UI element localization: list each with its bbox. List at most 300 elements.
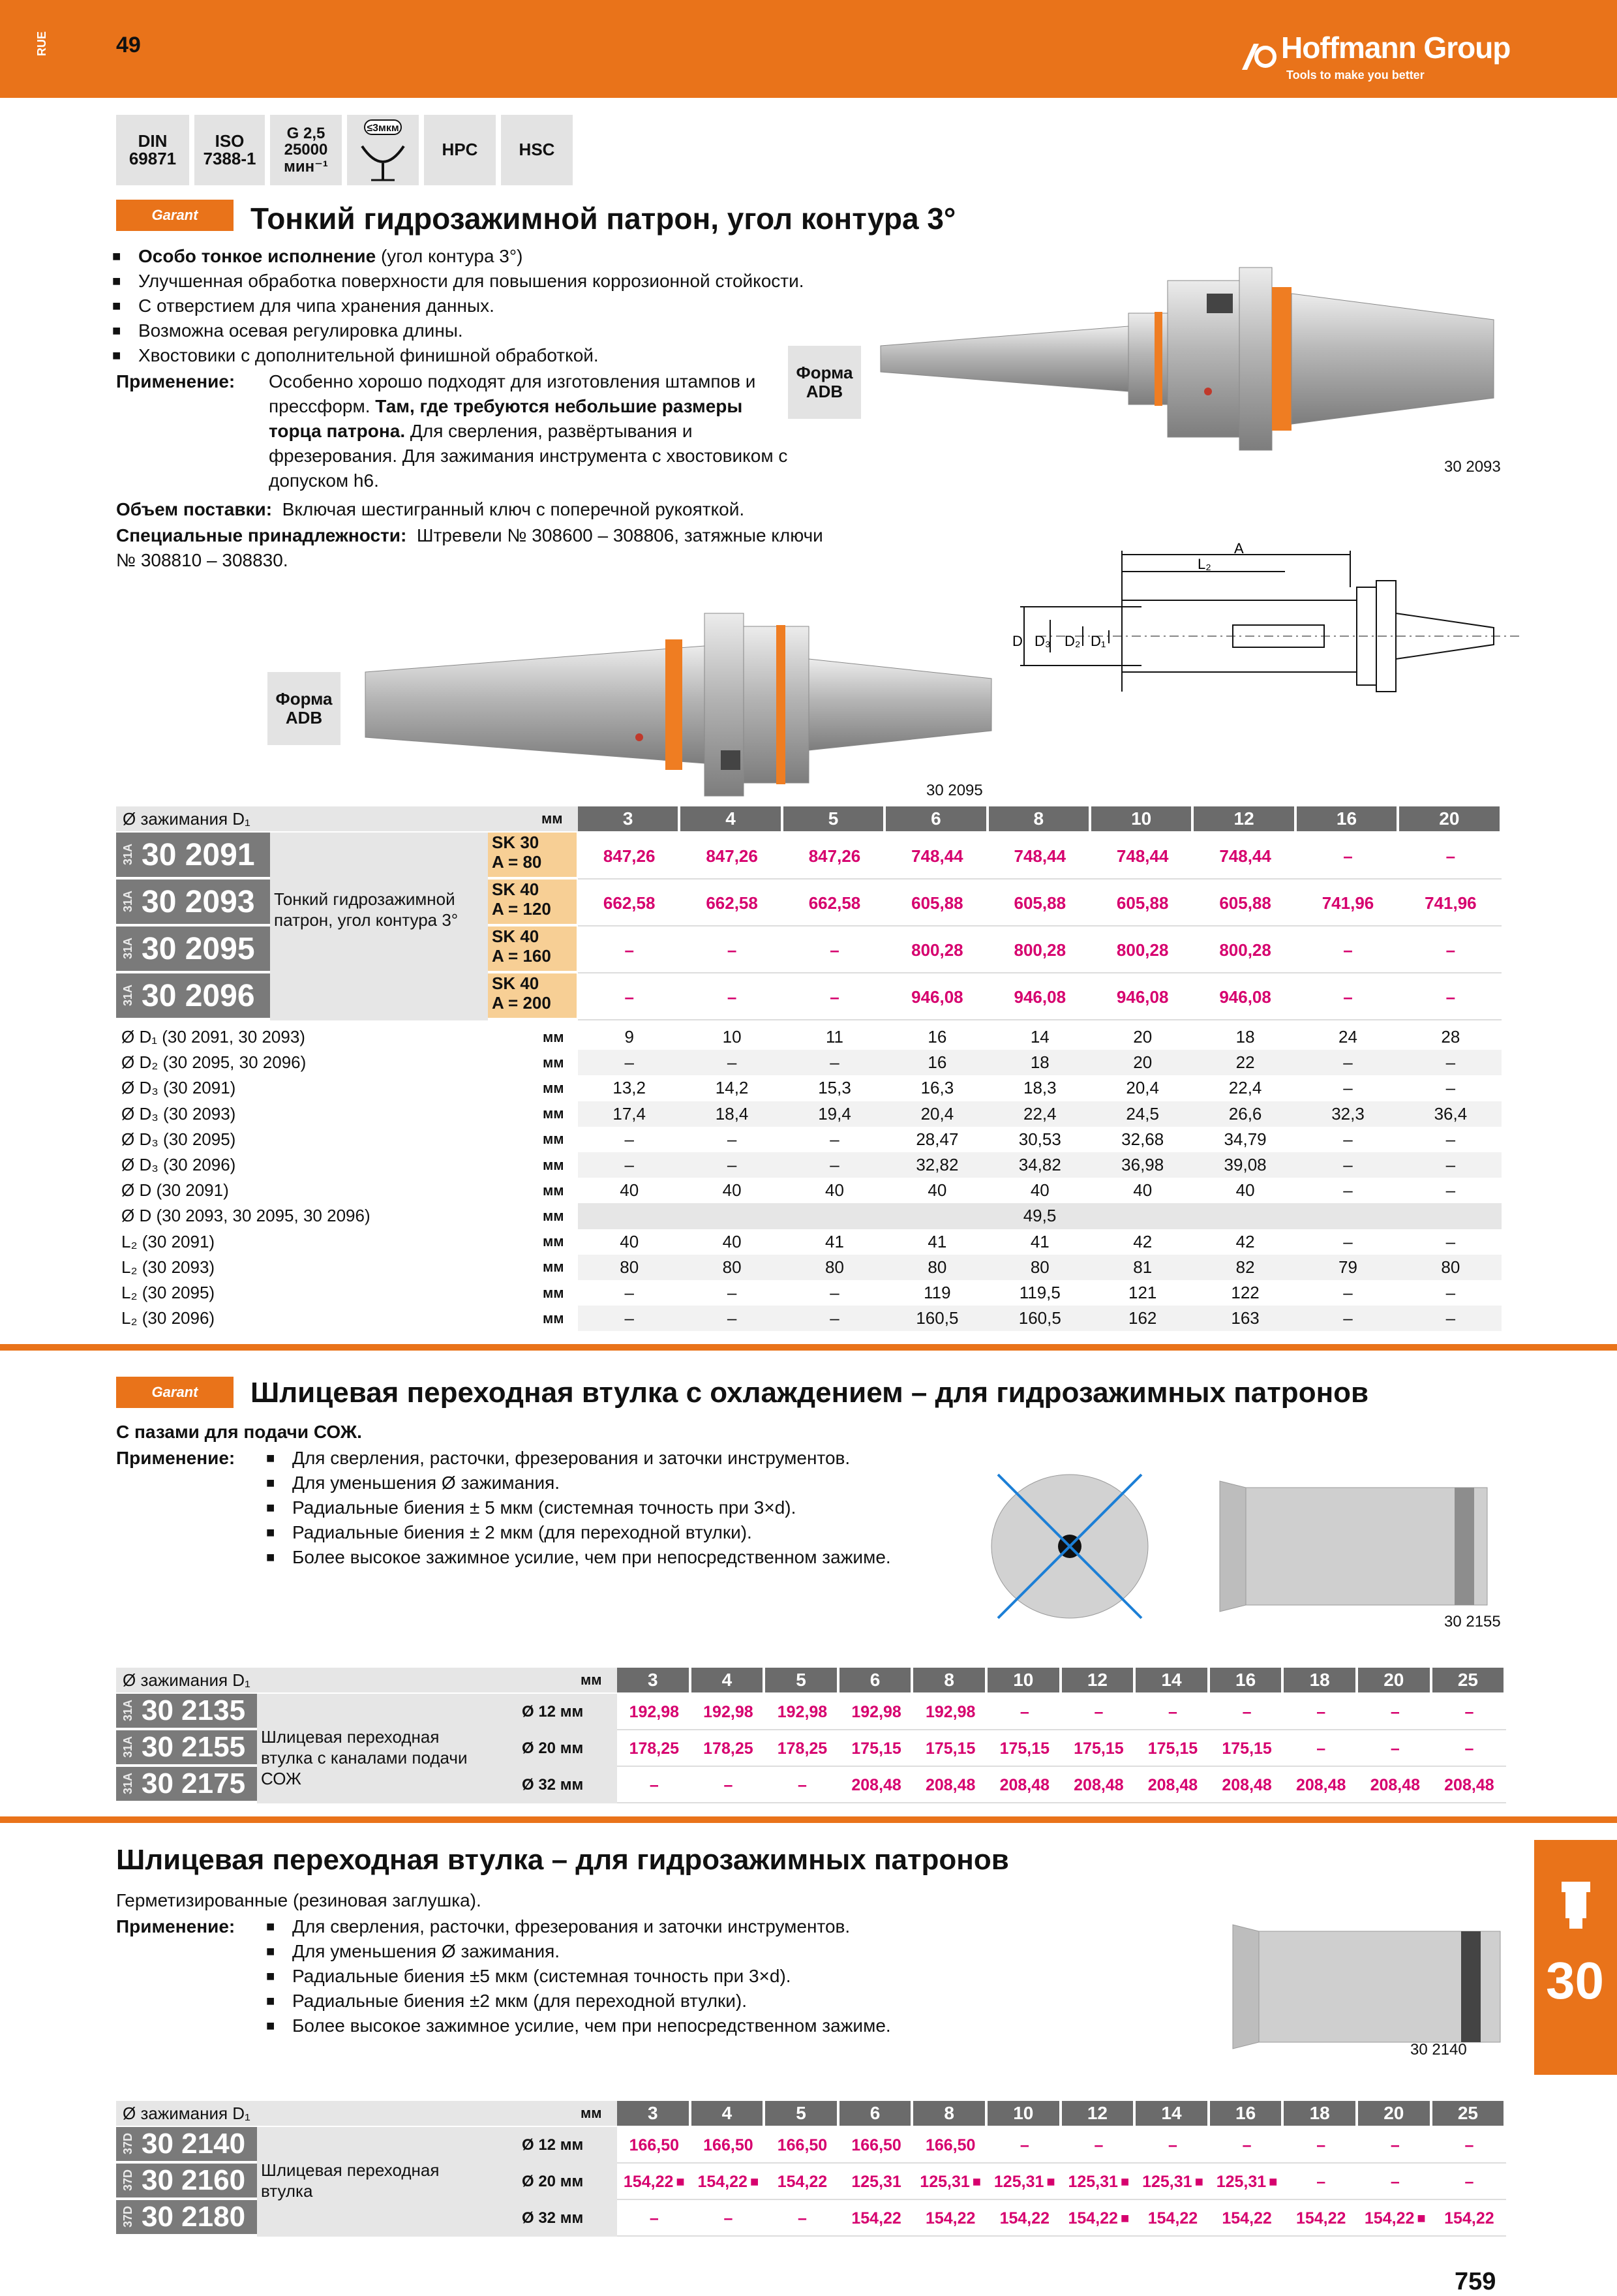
price-cell (1210, 2164, 1284, 2200)
price-value: 154,22 (999, 2209, 1050, 2227)
price-cell: 946,08 (1014, 987, 1066, 1007)
dimension-name: Ø D₂ (30 2095, 30 2096) (121, 1052, 307, 1073)
price-cell: – (1445, 940, 1456, 960)
dimension-unit: мм (543, 1156, 564, 1173)
price-cell: – (1343, 987, 1353, 1007)
price-cell (1062, 2200, 1136, 2237)
chuck-icon (1556, 1879, 1595, 1931)
dimension-value: 26,6 (1228, 1103, 1262, 1124)
price-cell: – (830, 987, 839, 1007)
price-cell: 662,58 (808, 893, 861, 913)
price-value: 208,48 (1222, 1775, 1272, 1794)
price-cell (617, 2200, 691, 2237)
sleeve-image-302140 (1226, 1912, 1513, 2062)
header-col: 18 (1284, 1668, 1355, 1692)
technical-drawing (1011, 542, 1533, 724)
dimension-value: 160,5 (1018, 1308, 1061, 1328)
price-value: – (1464, 2135, 1474, 2154)
price-value: 208,48 (1444, 1775, 1494, 1794)
dimension-name: Ø D₃ (30 2093) (121, 1103, 236, 1124)
price-cell (988, 1730, 1062, 1767)
price-value: 166,50 (851, 2135, 901, 2154)
price-cell: 741,96 (1322, 893, 1374, 913)
dimension-value: 122 (1231, 1283, 1260, 1303)
application-bullet: ■ Для сверления, расточки, фрезерования и заточки инструментов. (292, 1446, 850, 1471)
row-line (617, 1802, 1506, 1803)
dimension-value: – (1343, 1180, 1353, 1201)
header-label: Ø зажимания D₁ (116, 2101, 617, 2126)
section-divider (0, 1344, 1617, 1351)
price-value: 154,22 (697, 2172, 748, 2191)
article-code: 30 2160 (142, 2164, 246, 2196)
dimension-value: 22 (1235, 1052, 1255, 1073)
price-value: – (1094, 1702, 1104, 1721)
supply-row: Объем поставки: Включая шестигранный ключ с поперечной рукояткой. (116, 499, 745, 519)
dimension-value: 160,5 (916, 1308, 959, 1328)
forma-adb-badge: Форма ADB (267, 672, 340, 745)
price-value: 154,22 (925, 2209, 976, 2227)
price-cell: 748,44 (1014, 846, 1066, 866)
garant-logo: Garant (116, 1377, 234, 1408)
article-prefix: 31A (121, 1736, 134, 1758)
table-header-row (116, 806, 1617, 831)
price-cell: – (1445, 846, 1456, 866)
stock-marker-icon: ■ (972, 2173, 982, 2190)
article-number (116, 1730, 257, 1764)
dimension-value: – (1445, 1129, 1456, 1149)
dimension-value: 34,82 (1018, 1155, 1061, 1175)
article-number (116, 973, 270, 1018)
dimension-value: 42 (1235, 1231, 1255, 1251)
header-col: 6 (886, 806, 986, 831)
price-value: 125,31 (1068, 2172, 1118, 2191)
header-col: 5 (783, 806, 883, 831)
price-cell (1136, 1694, 1210, 1730)
price-cell (839, 1694, 914, 1730)
price-value: 208,48 (851, 1775, 901, 1794)
price-value: 154,22 (777, 2172, 828, 2191)
size-spec (488, 833, 577, 877)
feature-bullet: ■ Возможна осевая регулировка длины. (138, 318, 463, 343)
price-value: – (1390, 2172, 1400, 2191)
dimension-value: 20,4 (1126, 1078, 1159, 1098)
dimension-value: 80 (1441, 1257, 1460, 1277)
price-value: 125,31 (1216, 2172, 1267, 2191)
stock-marker-icon: ■ (1194, 2173, 1203, 2190)
dimension-unit: мм (543, 1131, 564, 1148)
header-col: 16 (1210, 2101, 1282, 2126)
article-prefix: 37D (121, 2206, 134, 2228)
dimension-value: – (1445, 1283, 1456, 1303)
price-cell: – (830, 940, 839, 960)
dimension-value: – (830, 1129, 839, 1149)
badge-balance: G 2,5 25000 мин⁻¹ (270, 115, 342, 185)
price-cell: – (727, 987, 737, 1007)
price-cell (691, 2127, 766, 2164)
price-cell (839, 2200, 914, 2237)
price-value: – (1020, 2135, 1029, 2154)
price-cell (839, 1767, 914, 1803)
price-value: – (1168, 1702, 1177, 1721)
price-cell (617, 2127, 691, 2164)
dimension-value: 10 (722, 1027, 742, 1047)
price-value: 125,31 (993, 2172, 1044, 2191)
price-cell (1210, 2127, 1284, 2164)
price-value: 125,31 (1142, 2172, 1192, 2191)
price-cell (839, 1730, 914, 1767)
size-spec: Ø 12 мм (522, 1703, 584, 1721)
price-cell (1136, 1730, 1210, 1767)
row-line (617, 2235, 1506, 2237)
price-cell (1432, 2164, 1507, 2200)
dimension-value: – (1343, 1078, 1353, 1098)
price-cell: 748,44 (1219, 846, 1271, 866)
dimension-value: 40 (825, 1180, 844, 1201)
svg-text:≤3мкм: ≤3мкм (367, 123, 399, 134)
price-cell (1284, 1694, 1358, 1730)
price-value: 175,15 (925, 1739, 976, 1758)
header-col: 12 (1062, 1668, 1134, 1692)
article-number (116, 833, 270, 877)
dimension-unit: мм (543, 1028, 564, 1045)
price-cell (1136, 2200, 1210, 2237)
header-col: 18 (1284, 2101, 1355, 2126)
price-cell: 946,08 (911, 987, 963, 1007)
price-cell: – (624, 987, 634, 1007)
feature-bullet: ■ Хвостовики с дополнительной финишной обработкой. (138, 343, 599, 368)
price-cell: 741,96 (1425, 893, 1477, 913)
price-value: 208,48 (1295, 1775, 1346, 1794)
article-number (116, 1767, 257, 1801)
price-value: – (1316, 2135, 1326, 2154)
taper-size: SK 40 (492, 926, 539, 946)
header-col: 3 (617, 2101, 689, 2126)
dimension-name: Ø D₃ (30 2095) (121, 1129, 236, 1149)
header-col: 10 (988, 1668, 1059, 1692)
dimension-value: 30,53 (1018, 1129, 1061, 1149)
article-prefix: 37D (121, 2133, 134, 2155)
price-value: – (1168, 2135, 1177, 2154)
dimension-value: 40 (620, 1180, 639, 1201)
article-code: 30 2175 (142, 1768, 246, 1799)
header-col: 3 (578, 806, 678, 831)
price-cell (1136, 2127, 1210, 2164)
dimension-value: 36,98 (1121, 1155, 1164, 1175)
price-value: 178,25 (777, 1739, 828, 1758)
price-value: 208,48 (1370, 1775, 1421, 1794)
price-value: 166,50 (703, 2135, 753, 2154)
price-value: 154,22 (623, 2172, 674, 2191)
price-value: – (1390, 1739, 1400, 1758)
dimension-unit: мм (543, 1105, 564, 1122)
price-cell: – (1445, 987, 1456, 1007)
dimension-unit: мм (543, 1182, 564, 1199)
article-code: 30 2091 (142, 837, 255, 872)
dimension-unit: мм (543, 1259, 564, 1276)
price-value: – (1316, 1739, 1326, 1758)
dimension-value: 119,5 (1019, 1283, 1061, 1303)
svg-text:D₃: D₃ (1035, 633, 1051, 649)
brand-name: Hoffmann Group (1281, 31, 1511, 65)
price-cell: 605,88 (1116, 893, 1169, 913)
price-cell: 605,88 (1014, 893, 1066, 913)
dimension-value: 82 (1235, 1257, 1255, 1277)
price-cell (1210, 1694, 1284, 1730)
application-bullet: ■ Для уменьшения Ø зажимания. (292, 1471, 560, 1495)
price-value: – (1464, 2172, 1474, 2191)
price-value: 192,98 (851, 1702, 901, 1721)
hoffmann-logo-icon (1239, 40, 1277, 71)
price-value: 154,22 (1222, 2209, 1272, 2227)
article-code: 30 2180 (142, 2201, 246, 2233)
dimension-value: 162 (1128, 1308, 1157, 1328)
price-value: 192,98 (629, 1702, 680, 1721)
dimension-value: 14,2 (715, 1078, 749, 1098)
price-cell (765, 2127, 839, 2164)
price-cell (1358, 2200, 1432, 2237)
dimension-value: 20 (1133, 1052, 1153, 1073)
price-cell: 800,28 (1219, 940, 1271, 960)
price-value: – (1020, 1702, 1029, 1721)
section3-subtitle: Герметизированные (резиновая заглушка). (116, 1890, 481, 1910)
header-col: 20 (1358, 2101, 1430, 2126)
price-cell (1062, 2127, 1136, 2164)
dimension-value: – (830, 1283, 839, 1303)
table-header-row (116, 2101, 1617, 2126)
application-bullet: ■ Радиальные биения ±5 мкм (системная точность при 3×d). (292, 1964, 791, 1989)
price-cell (765, 1767, 839, 1803)
application-bullet: ■ Радиальные биения ± 2 мкм (для переходной втулки). (292, 1520, 752, 1545)
chapter-tab (1534, 1840, 1617, 2075)
length-a: A = 120 (492, 899, 551, 919)
price-cell (691, 2200, 766, 2237)
price-cell (1284, 1767, 1358, 1803)
price-cell (1284, 2164, 1358, 2200)
price-value: 166,50 (629, 2135, 680, 2154)
forma-adb-badge: Форма ADB (788, 346, 861, 419)
price-cell (765, 1730, 839, 1767)
stock-marker-icon: ■ (1120, 2210, 1130, 2226)
dimension-value: 80 (1030, 1257, 1050, 1277)
price-value: 175,15 (1222, 1739, 1272, 1758)
price-cell (988, 2200, 1062, 2237)
dimension-value: 19,4 (818, 1103, 851, 1124)
taper-size: SK 40 (492, 880, 539, 899)
product-description: Шлицевая переходная втулка с каналами подачи СОЖ (261, 1727, 468, 1788)
header-unit: мм (581, 1672, 602, 1688)
dimension-value: 13,2 (612, 1078, 646, 1098)
application-label: Применение: (116, 1448, 235, 1468)
header-col: 3 (617, 1668, 689, 1692)
header-col: 8 (913, 2101, 985, 2126)
price-cell (1210, 1767, 1284, 1803)
price-cell (1358, 1694, 1432, 1730)
feature-bullet: ■ С отверстием для чипа хранения данных. (138, 294, 494, 318)
price-cell (988, 2164, 1062, 2200)
article-prefix: 31A (121, 844, 134, 866)
price-value: 192,98 (777, 1702, 828, 1721)
dimension-value: – (830, 1052, 839, 1073)
article-number (116, 2200, 257, 2234)
dimension-name: L₂ (30 2091) (121, 1231, 215, 1251)
price-cell: 662,58 (603, 893, 656, 913)
price-value: – (1390, 1702, 1400, 1721)
svg-text:D: D (1012, 633, 1023, 649)
price-cell (988, 1767, 1062, 1803)
language-code: RUE (35, 31, 48, 57)
dimension-value: – (1343, 1129, 1353, 1149)
article-code: 30 2093 (142, 884, 255, 919)
dimension-value: 16 (928, 1027, 947, 1047)
badge-runout (347, 115, 419, 185)
dimension-value: – (727, 1308, 737, 1328)
price-cell (691, 2164, 766, 2200)
header-col: 6 (839, 2101, 911, 2126)
dimension-value: 11 (825, 1027, 843, 1047)
dimension-name: Ø D (30 2091) (121, 1180, 229, 1201)
dimension-name: L₂ (30 2095) (121, 1283, 215, 1303)
size-spec (488, 926, 577, 971)
price-cell (913, 1694, 988, 1730)
feature-bullet: ■ Особо тонкое исполнение (угол контура 3°) (138, 244, 522, 269)
section2-title: Шлицевая переходная втулка с охлаждением – для гидрозажимных патронов (250, 1377, 1369, 1409)
application-label: Применение: (116, 1916, 235, 1936)
image-caption: 30 2155 (1444, 1613, 1501, 1630)
dimension-value: 80 (722, 1257, 742, 1277)
article-prefix: 31A (121, 1773, 134, 1795)
article-code: 30 2135 (142, 1694, 246, 1726)
dimension-value: – (727, 1129, 737, 1149)
price-value: 154,22 (1068, 2209, 1118, 2227)
header-unit: мм (541, 810, 563, 827)
price-cell: 946,08 (1219, 987, 1271, 1007)
dimension-unit: мм (543, 1079, 564, 1096)
price-cell (913, 2127, 988, 2164)
price-value: – (1464, 1739, 1474, 1758)
section3-title: Шлицевая переходная втулка – для гидрозажимных патронов (116, 1844, 1009, 1876)
dimension-value: 40 (620, 1231, 639, 1251)
price-cell (1432, 1694, 1507, 1730)
price-cell (617, 1767, 691, 1803)
size-spec: Ø 20 мм (522, 1739, 584, 1757)
header-col: 5 (765, 1668, 837, 1692)
dimension-value: 16 (928, 1052, 947, 1073)
dimension-unit: мм (543, 1233, 564, 1250)
price-cell (765, 2164, 839, 2200)
price-cell (988, 1694, 1062, 1730)
price-cell (1358, 2164, 1432, 2200)
price-cell (1432, 2127, 1507, 2164)
article-prefix: 31A (121, 891, 134, 913)
price-value: – (798, 1775, 807, 1794)
price-value: – (1242, 1702, 1252, 1721)
stock-marker-icon: ■ (1269, 2173, 1278, 2190)
dimension-unit: мм (543, 1284, 564, 1301)
svg-text:L₂: L₂ (1198, 556, 1211, 572)
dimension-value: – (830, 1155, 839, 1175)
dimension-value: 119 (924, 1283, 951, 1303)
dimension-value: 34,79 (1224, 1129, 1267, 1149)
price-cell: 847,26 (603, 846, 656, 866)
article-code: 30 2155 (142, 1731, 246, 1763)
header-col: 4 (680, 806, 780, 831)
price-value: 175,15 (1147, 1739, 1198, 1758)
price-value: – (1316, 1702, 1326, 1721)
image-caption: 30 2093 (1444, 458, 1501, 476)
price-cell (1358, 1767, 1432, 1803)
header-col: 8 (913, 1668, 985, 1692)
price-cell (765, 2200, 839, 2237)
dimension-value: – (624, 1283, 634, 1303)
price-cell (1432, 1730, 1507, 1767)
header-col: 14 (1136, 2101, 1207, 2126)
price-cell (839, 2127, 914, 2164)
price-value: – (1464, 1702, 1474, 1721)
price-value: 125,31 (920, 2172, 970, 2191)
dimension-value: – (1445, 1180, 1456, 1201)
application-bullet: ■ Радиальные биения ± 5 мкм (системная точность при 3×d). (292, 1495, 796, 1520)
dimension-value: 18,3 (1023, 1078, 1057, 1098)
dimension-value: – (830, 1308, 839, 1328)
header-col: 6 (839, 1668, 911, 1692)
price-value: 125,31 (851, 2172, 901, 2191)
price-cell (913, 1767, 988, 1803)
application-label: Применение: (116, 371, 235, 391)
price-cell (617, 2164, 691, 2200)
price-cell (839, 2164, 914, 2200)
price-value: 192,98 (703, 1702, 753, 1721)
price-value: 208,48 (999, 1775, 1050, 1794)
price-cell (1432, 2200, 1507, 2237)
price-value: 154,22 (1147, 2209, 1198, 2227)
price-value: 178,25 (703, 1739, 753, 1758)
price-cell (765, 1694, 839, 1730)
size-spec: Ø 32 мм (522, 2209, 584, 2227)
price-cell: 662,58 (706, 893, 758, 913)
article-prefix: 31A (121, 1700, 134, 1722)
price-cell: 800,28 (1014, 940, 1066, 960)
dimension-value: 18,4 (715, 1103, 749, 1124)
dimension-name: Ø D₁ (30 2091, 30 2093) (121, 1027, 305, 1047)
price-cell (691, 1767, 766, 1803)
price-value: 154,22 (1364, 2209, 1415, 2227)
header-unit: мм (581, 2105, 602, 2121)
article-code: 30 2095 (142, 931, 255, 966)
price-value: – (649, 1775, 659, 1794)
header-col: 5 (765, 2101, 837, 2126)
price-cell (988, 2127, 1062, 2164)
length-a: A = 200 (492, 993, 551, 1013)
dimension-value: – (727, 1052, 737, 1073)
price-value: – (1242, 2135, 1252, 2154)
row-line (578, 1019, 1502, 1020)
price-value: 208,48 (1074, 1775, 1124, 1794)
dimension-value: 40 (1030, 1180, 1050, 1201)
article-number (116, 2164, 257, 2197)
header-label: Ø зажимания D₁ (116, 806, 578, 831)
price-value: 166,50 (925, 2135, 976, 2154)
badge-iso: ISO 7388-1 (194, 115, 265, 185)
header-col: 25 (1432, 1668, 1504, 1692)
dimension-value: 40 (722, 1231, 742, 1251)
price-cell: 748,44 (1116, 846, 1169, 866)
price-cell (1284, 2200, 1358, 2237)
dimension-name: Ø D (30 2093, 30 2095, 30 2096) (121, 1206, 370, 1226)
price-cell (1432, 1767, 1507, 1803)
dimension-value: 17,4 (612, 1103, 646, 1124)
section2-subtitle: С пазами для подачи СОЖ. (116, 1422, 362, 1442)
toolholder-image-302095 (352, 600, 1005, 809)
